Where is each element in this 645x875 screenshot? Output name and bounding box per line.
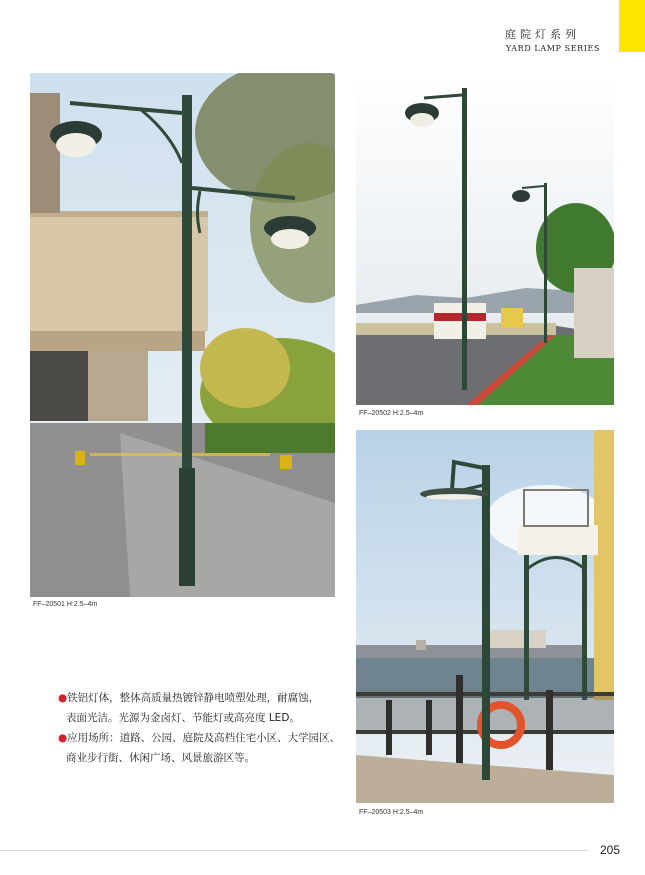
description-line-3: ●应用场所：道路、公园、庭院及高档住宅小区、大学园区、 bbox=[58, 732, 341, 744]
footer-divider bbox=[0, 850, 588, 851]
description-line-1: ●铁铝灯体，整体高质量热镀锌静电喷塑处理，耐腐蚀， bbox=[58, 692, 320, 704]
yellow-accent-bar bbox=[619, 0, 645, 52]
caption-20503: FF–20503 H:2.5–4m bbox=[359, 809, 424, 816]
caption-20502: FF–20502 H:2.5–4m bbox=[359, 410, 424, 417]
series-subtitle: YARD LAMP SERIES bbox=[506, 44, 601, 53]
caption-20501: FF–20501 H:2.5–4m bbox=[33, 601, 98, 608]
product-photo-20502 bbox=[356, 73, 614, 405]
bullet-icon: ● bbox=[58, 732, 68, 744]
series-title: 庭院灯系列 bbox=[505, 28, 580, 41]
description-line-2: 表面光洁。光源为金卤灯、节能灯或高亮度 LED。 bbox=[66, 712, 300, 724]
product-photo-20503 bbox=[356, 430, 614, 803]
bullet-icon: ● bbox=[58, 692, 68, 704]
description-line-4: 商业步行街、休闲广场、风景旅游区等。 bbox=[66, 752, 255, 764]
page-number: 205 bbox=[600, 843, 621, 857]
product-description bbox=[58, 688, 343, 768]
product-photo-20501 bbox=[30, 73, 335, 597]
